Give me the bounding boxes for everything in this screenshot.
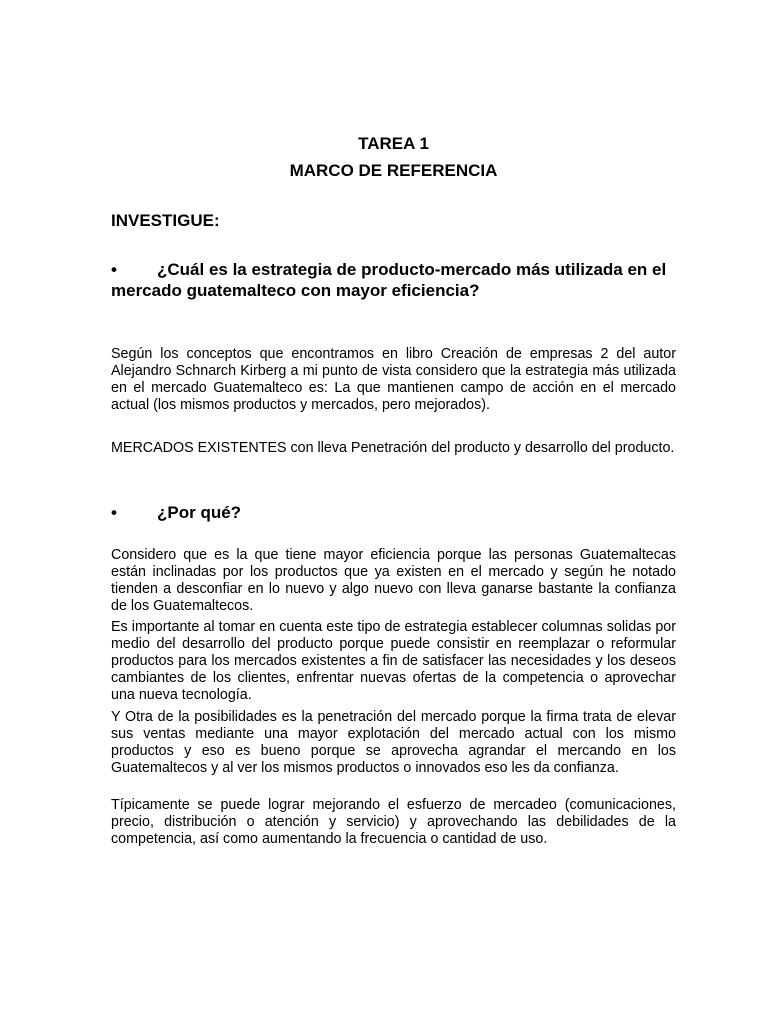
paragraph-6: Típicamente se puede lograr mejorando el esfuerzo de mercadeo (comunicaciones, precio, distribución o atención y servicio) y aprovechando las debilidades de la competencia, así como aumentando la frecuencia o cantidad de uso. <box>111 797 676 847</box>
paragraph-5: Y Otra de la posibilidades es la penetración del mercado porque la firma trata de elevar sus ventas mediante una mayor explotación del mercado actual con los mismo productos y eso es bueno porque se aprovecha agrandar el mercando en los Guatemaltecos y al ver los mismos productos o innovados eso les da confianza. <box>111 709 676 776</box>
bullet-1: • <box>111 260 117 279</box>
question-2 <box>111 502 676 523</box>
paragraph-2: MERCADOS EXISTENTES con lleva Penetración del producto y desarrollo del producto. <box>111 440 675 456</box>
question-1 <box>111 259 676 301</box>
question-2-text: ¿Por qué? <box>157 503 242 522</box>
paragraph-4: Es importante al tomar en cuenta este tipo de estrategia establecer columnas solidas por medio del desarrollo del producto porque puede consistir en reemplazar o reformular productos para los mercados existentes a fin de satisfacer las necesidades y los deseos cambiantes de los clientes, enfrentar nuevas ofertas de la competencia o aprovechar una nueva tecnología. <box>111 619 676 703</box>
paragraph-1: Según los conceptos que encontramos en libro Creación de empresas 2 del autor Alejandro Schnarch Kirberg a mi punto de vista considero que la estrategia más utilizada en el mercado Guatemalteco es: La que mantienen campo de acción en el mercado actual (los mismos productos y mercados, pero mejorados). <box>111 346 676 413</box>
question-1-text: ¿Cuál es la estrategia de producto-mercado más utilizada en el mercado guatemalteco con mayor eficiencia? <box>111 260 667 300</box>
document-subtitle: MARCO DE REFERENCIA <box>289 161 498 180</box>
paragraph-3: Considero que es la que tiene mayor eficiencia porque las personas Guatemaltecas están inclinadas por los productos que ya existen en el mercado y según he notado tienden a desconfiar en lo nuevo y algo nuevo con lleva ganarse bastante la confianza de los Guatemaltecos. <box>111 547 676 614</box>
section-heading: INVESTIGUE: <box>111 211 220 230</box>
document-title: TAREA 1 <box>358 134 429 153</box>
bullet-2: • <box>111 503 117 522</box>
